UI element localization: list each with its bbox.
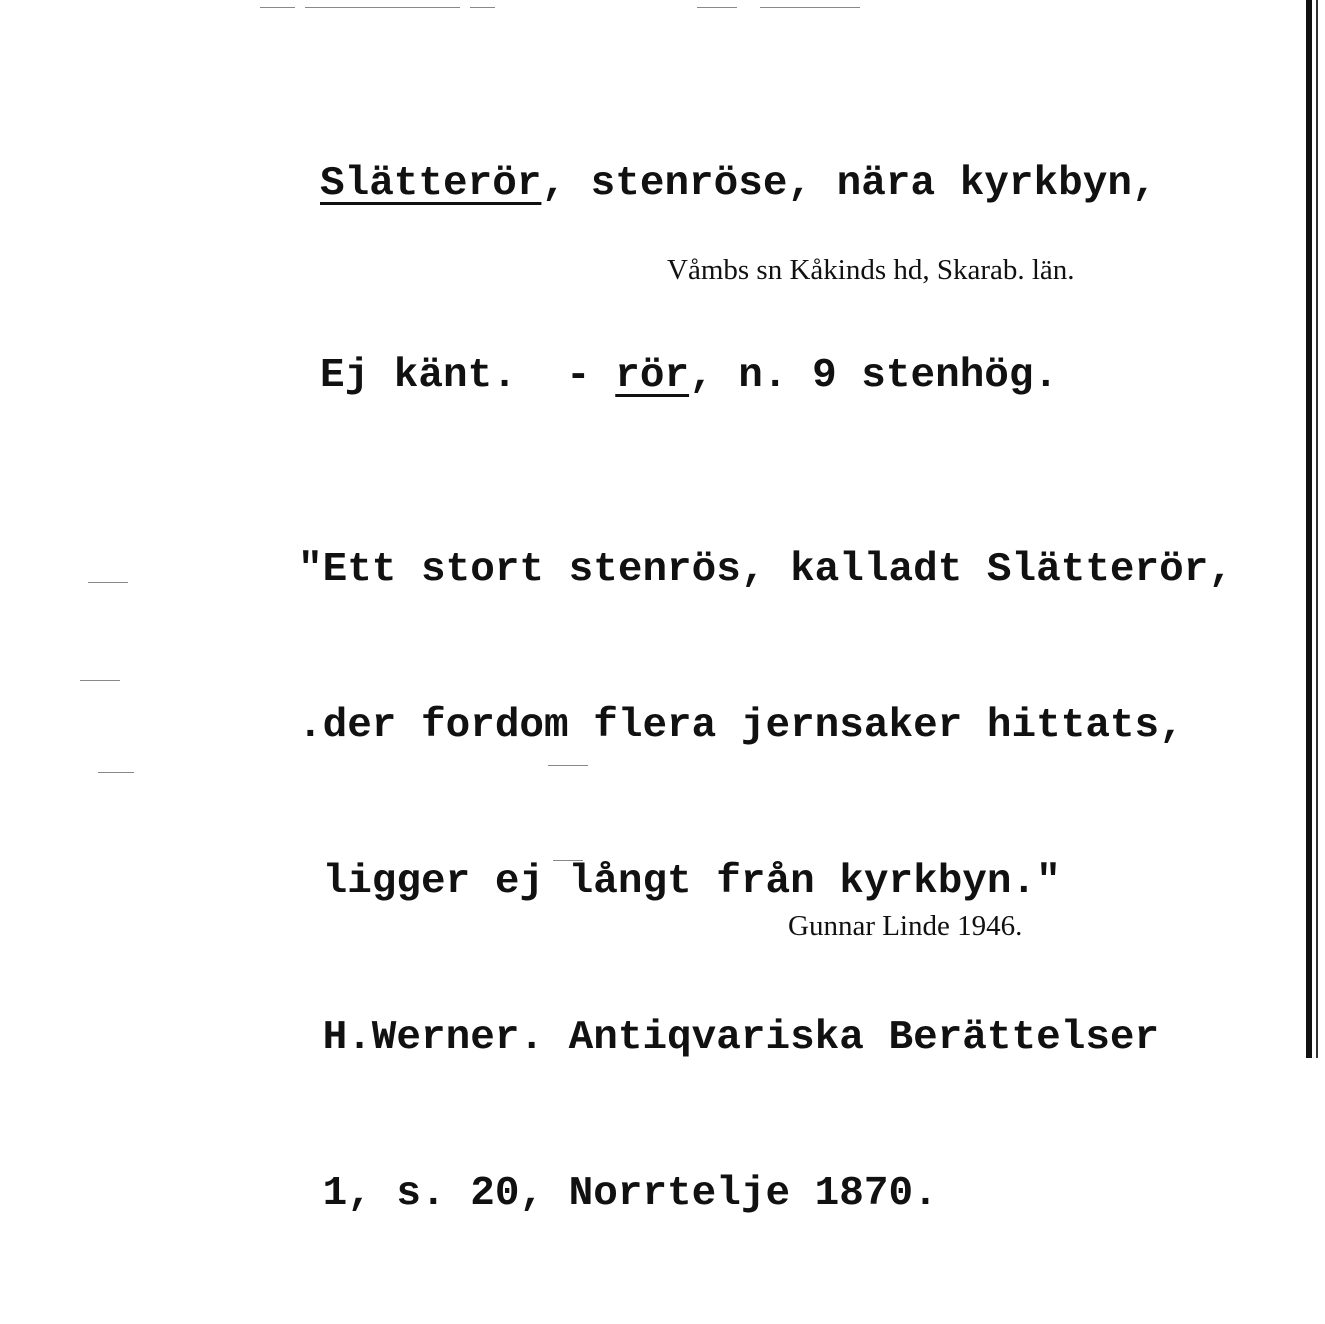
quote-line: 1, s. 20, Norrtelje 1870. bbox=[298, 1171, 938, 1217]
quote-line: ligger ej långt från kyrkbyn." bbox=[298, 859, 1061, 905]
place-name: Slätterör bbox=[320, 161, 542, 207]
note-prefix: Ej känt. - bbox=[320, 353, 616, 399]
scan-speck bbox=[470, 7, 495, 8]
card-edge-line bbox=[1316, 0, 1318, 1058]
parish-line: Våmbs sn Kåkinds hd, Skarab. län. bbox=[667, 254, 1075, 286]
scan-speck bbox=[260, 7, 295, 8]
scan-speck bbox=[305, 7, 460, 8]
quote-line: H.Werner. Antiqvariska Berättelser bbox=[298, 1015, 1160, 1061]
note-term: rör bbox=[615, 353, 690, 399]
scan-speck bbox=[98, 772, 134, 773]
scan-speck bbox=[697, 7, 737, 8]
source-quote bbox=[298, 440, 1233, 1324]
place-description: , stenröse, nära kyrkbyn, bbox=[541, 161, 1157, 207]
quote-line: .der fordom flera jernsaker hittats, bbox=[298, 703, 1184, 749]
card-edge-shadow bbox=[1306, 0, 1312, 1058]
entry-heading bbox=[320, 158, 1157, 210]
quote-line: "Ett stort stenrös, kalladt Slätterör, bbox=[298, 547, 1233, 593]
scan-speck bbox=[760, 7, 860, 8]
signature: Gunnar Linde 1946. bbox=[788, 910, 1023, 942]
scan-speck bbox=[80, 680, 120, 681]
note-suffix: , n. 9 stenhög. bbox=[689, 353, 1059, 399]
scan-speck bbox=[88, 582, 128, 583]
etymology-note bbox=[320, 350, 1058, 402]
